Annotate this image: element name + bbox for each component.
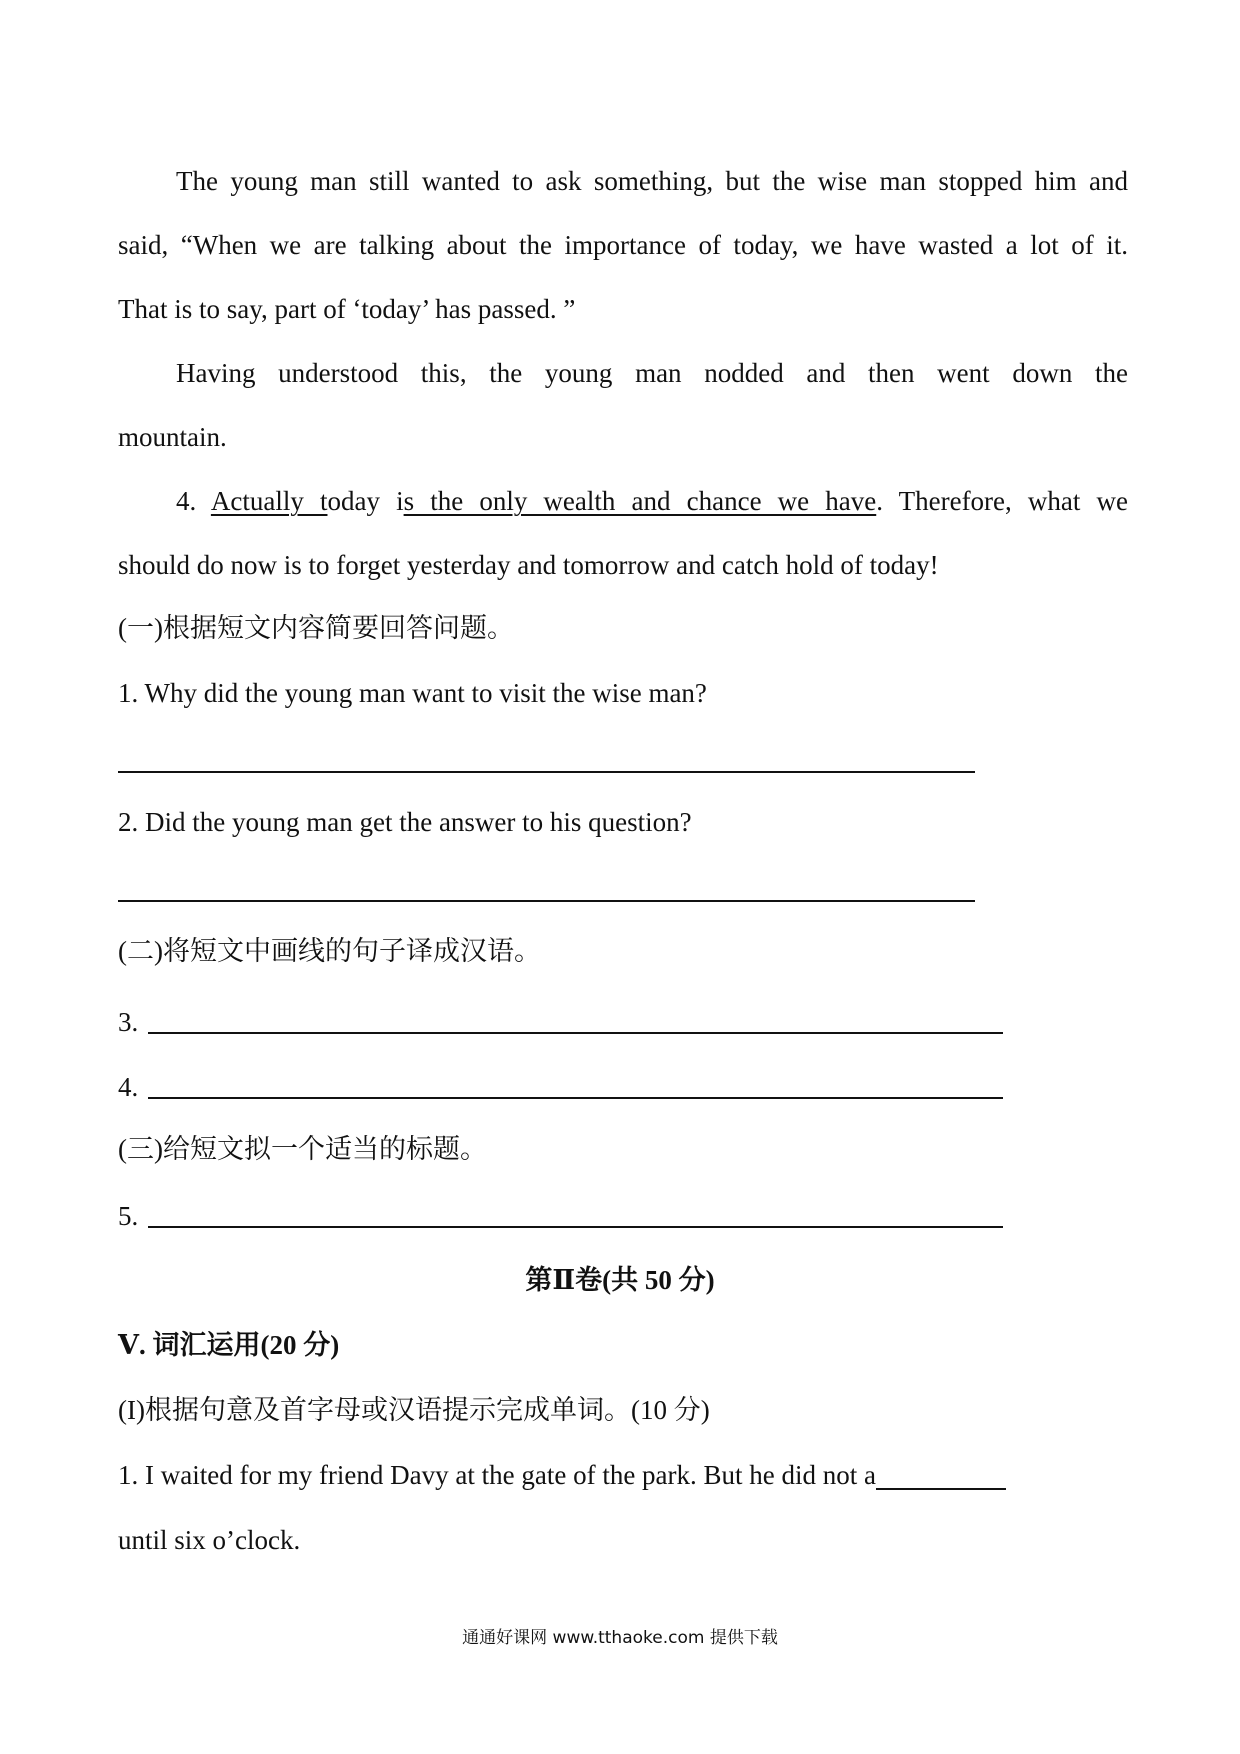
- question-1: 1. Why did the young man want to visit the wise man?: [118, 678, 707, 708]
- sentence-number: 4.: [176, 486, 211, 516]
- vocab-heading: Ⅴ. 词汇运用(20 分): [118, 1330, 340, 1360]
- plain-fragment-1: oday i: [327, 486, 404, 516]
- passage-p3-line1: [176, 483, 1128, 519]
- passage-p2-line2: mountain.: [118, 422, 227, 452]
- part2-title: 第Ⅱ卷(共 50 分): [525, 1265, 715, 1295]
- answer-line-3[interactable]: [148, 1032, 1003, 1034]
- passage-p3-line2: should do now is to forget yesterday and tomorrow and catch hold of today!: [118, 550, 939, 580]
- underlined-fragment-2: s the only wealth and chance we have: [403, 486, 877, 516]
- vocab-question-1-line1: [118, 1457, 1128, 1493]
- page-footer: 通通好课网 www.tthaoke.com 提供下载: [462, 1628, 778, 1648]
- passage-p1-line2: said, “When we are talking about the importance of today, we have wasted a lot of it.: [118, 230, 1128, 260]
- vocab-question-1-text: 1. I waited for my friend Davy at the gate of the park. But he did not a: [118, 1460, 877, 1490]
- passage-p1-line3: That is to say, part of ‘today’ has passed. ”: [118, 294, 576, 324]
- answer-number-3: 3.: [118, 1007, 139, 1037]
- section2-heading: (二)将短文中画线的句子译成汉语。: [118, 936, 541, 966]
- answer-line-5[interactable]: [148, 1226, 1003, 1228]
- answer-line-1[interactable]: [118, 771, 975, 773]
- passage-p1-line1: The young man still wanted to ask something, but the wise man stopped him and: [176, 166, 1128, 196]
- answer-number-4: 4.: [118, 1072, 139, 1102]
- vocab-question-1-blank[interactable]: [876, 1462, 1006, 1490]
- plain-fragment-2: . Therefore, what we: [876, 486, 1128, 516]
- passage-p2-line1: Having understood this, the young man nodded and then went down the: [176, 358, 1128, 388]
- answer-line-2[interactable]: [118, 900, 975, 902]
- answer-number-5: 5.: [118, 1201, 139, 1231]
- question-2: 2. Did the young man get the answer to his question?: [118, 807, 692, 837]
- vocab-question-1-line2: until six o’clock.: [118, 1525, 301, 1555]
- section3-heading: (三)给短文拟一个适当的标题。: [118, 1134, 487, 1164]
- vocab-subheading: (I)根据句意及首字母或汉语提示完成单词。(10 分): [118, 1395, 710, 1425]
- underlined-fragment-1: Actually t: [210, 486, 328, 516]
- section1-heading: (一)根据短文内容简要回答问题。: [118, 613, 514, 643]
- answer-line-4[interactable]: [148, 1097, 1003, 1099]
